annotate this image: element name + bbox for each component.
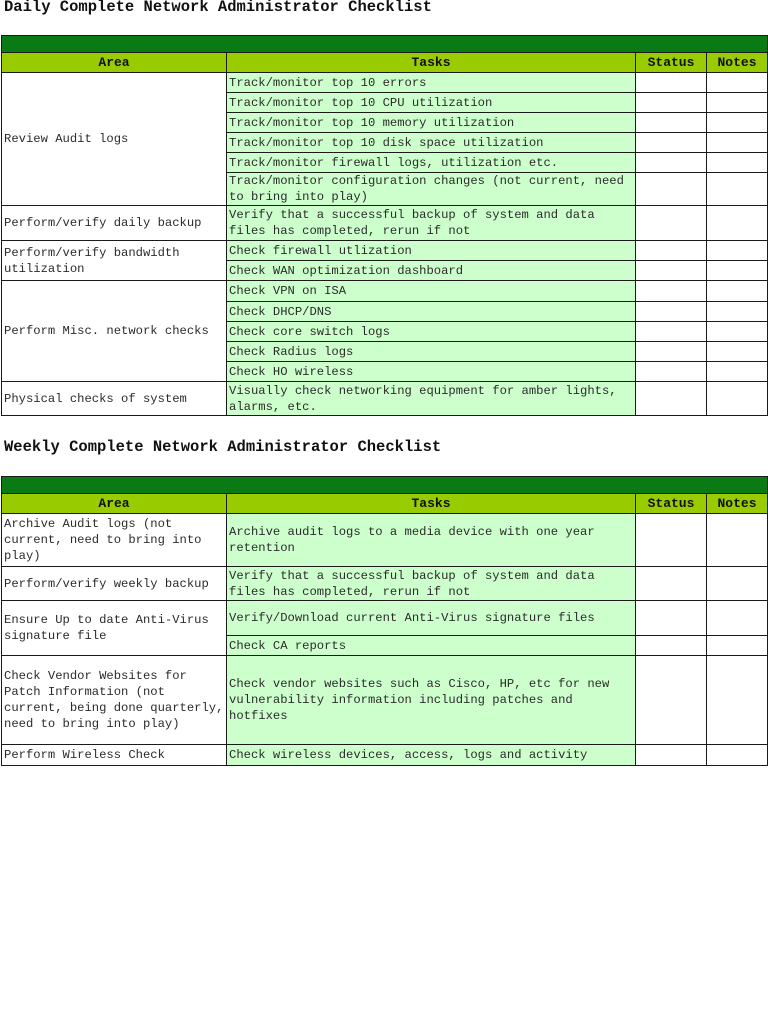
area-cell: Review Audit logs bbox=[2, 73, 227, 206]
area-cell: Perform Misc. network checks bbox=[2, 281, 227, 382]
task-cell: Check wireless devices, access, logs and activity bbox=[227, 745, 636, 766]
task-cell: Track/monitor top 10 errors bbox=[227, 73, 636, 93]
area-cell: Archive Audit logs (not current, need to bring into play) bbox=[2, 514, 227, 567]
status-cell[interactable] bbox=[636, 281, 707, 302]
table-row bbox=[2, 745, 768, 766]
table-row bbox=[2, 382, 768, 416]
daily-checklist-table bbox=[1, 35, 768, 416]
weekly-checklist-table bbox=[1, 476, 768, 766]
task-cell: Check WAN optimization dashboard bbox=[227, 261, 636, 281]
notes-cell[interactable] bbox=[707, 745, 768, 766]
notes-cell[interactable] bbox=[707, 567, 768, 601]
status-cell[interactable] bbox=[636, 382, 707, 416]
task-cell: Track/monitor top 10 CPU utilization bbox=[227, 93, 636, 113]
status-cell[interactable] bbox=[636, 514, 707, 567]
area-cell: Ensure Up to date Anti-Virus signature file bbox=[2, 601, 227, 656]
task-cell: Track/monitor configuration changes (not current, need to bring into play) bbox=[227, 173, 636, 206]
notes-cell[interactable] bbox=[707, 514, 768, 567]
table-row bbox=[2, 567, 768, 601]
daily-checklist-title: Daily Complete Network Administrator Checklist bbox=[4, 0, 432, 16]
status-column-header: Status bbox=[636, 494, 707, 514]
notes-cell[interactable] bbox=[707, 113, 768, 133]
status-cell[interactable] bbox=[636, 362, 707, 382]
task-cell: Track/monitor top 10 memory utilization bbox=[227, 113, 636, 133]
notes-cell[interactable] bbox=[707, 342, 768, 362]
tasks-column-header: Tasks bbox=[227, 494, 636, 514]
area-cell: Physical checks of system bbox=[2, 382, 227, 416]
notes-cell[interactable] bbox=[707, 133, 768, 153]
status-cell[interactable] bbox=[636, 206, 707, 241]
task-cell: Check CA reports bbox=[227, 636, 636, 656]
notes-cell[interactable] bbox=[707, 322, 768, 342]
status-column-header: Status bbox=[636, 53, 707, 73]
task-cell: Track/monitor top 10 disk space utilization bbox=[227, 133, 636, 153]
column-header-row bbox=[2, 494, 768, 514]
status-cell[interactable] bbox=[636, 153, 707, 173]
notes-cell[interactable] bbox=[707, 73, 768, 93]
status-cell[interactable] bbox=[636, 73, 707, 93]
column-header-row bbox=[2, 53, 768, 73]
area-cell: Perform/verify weekly backup bbox=[2, 567, 227, 601]
weekly-checklist-title: Weekly Complete Network Administrator Checklist bbox=[4, 438, 442, 456]
task-cell: Verify that a successful backup of system and data files has completed, rerun if not bbox=[227, 206, 636, 241]
table-row bbox=[2, 601, 768, 636]
task-cell: Check HO wireless bbox=[227, 362, 636, 382]
task-cell: Check VPN on ISA bbox=[227, 281, 636, 302]
area-cell: Perform/verify bandwidth utilization bbox=[2, 241, 227, 281]
header-band bbox=[2, 36, 768, 53]
table-row bbox=[2, 656, 768, 745]
notes-cell[interactable] bbox=[707, 601, 768, 636]
notes-cell[interactable] bbox=[707, 362, 768, 382]
status-cell[interactable] bbox=[636, 322, 707, 342]
status-cell[interactable] bbox=[636, 342, 707, 362]
notes-cell[interactable] bbox=[707, 93, 768, 113]
status-cell[interactable] bbox=[636, 133, 707, 153]
table-row bbox=[2, 281, 768, 302]
notes-cell[interactable] bbox=[707, 281, 768, 302]
status-cell[interactable] bbox=[636, 113, 707, 133]
area-column-header: Area bbox=[2, 53, 227, 73]
area-cell: Check Vendor Websites for Patch Information (not current, being done quarterly, need to bring into play) bbox=[2, 656, 227, 745]
status-cell[interactable] bbox=[636, 261, 707, 281]
status-cell[interactable] bbox=[636, 173, 707, 206]
tasks-column-header: Tasks bbox=[227, 53, 636, 73]
status-cell[interactable] bbox=[636, 745, 707, 766]
table-row bbox=[2, 514, 768, 567]
notes-column-header: Notes bbox=[707, 494, 768, 514]
notes-cell[interactable] bbox=[707, 153, 768, 173]
task-cell: Check DHCP/DNS bbox=[227, 302, 636, 322]
task-cell: Check Radius logs bbox=[227, 342, 636, 362]
notes-cell[interactable] bbox=[707, 382, 768, 416]
status-cell[interactable] bbox=[636, 241, 707, 261]
area-cell: Perform/verify daily backup bbox=[2, 206, 227, 241]
status-cell[interactable] bbox=[636, 656, 707, 745]
notes-cell[interactable] bbox=[707, 261, 768, 281]
task-cell: Verify that a successful backup of system and data files has completed, rerun if not bbox=[227, 567, 636, 601]
notes-cell[interactable] bbox=[707, 206, 768, 241]
status-cell[interactable] bbox=[636, 567, 707, 601]
header-band bbox=[2, 477, 768, 494]
area-cell: Perform Wireless Check bbox=[2, 745, 227, 766]
notes-cell[interactable] bbox=[707, 173, 768, 206]
status-cell[interactable] bbox=[636, 601, 707, 636]
area-column-header: Area bbox=[2, 494, 227, 514]
task-cell: Track/monitor firewall logs, utilization etc. bbox=[227, 153, 636, 173]
status-cell[interactable] bbox=[636, 93, 707, 113]
table-row bbox=[2, 241, 768, 261]
table-row bbox=[2, 73, 768, 93]
table-row bbox=[2, 206, 768, 241]
status-cell[interactable] bbox=[636, 636, 707, 656]
notes-cell[interactable] bbox=[707, 656, 768, 745]
task-cell: Visually check networking equipment for amber lights, alarms, etc. bbox=[227, 382, 636, 416]
status-cell[interactable] bbox=[636, 302, 707, 322]
notes-cell[interactable] bbox=[707, 636, 768, 656]
notes-cell[interactable] bbox=[707, 302, 768, 322]
task-cell: Archive audit logs to a media device with one year retention bbox=[227, 514, 636, 567]
notes-cell[interactable] bbox=[707, 241, 768, 261]
task-cell: Check core switch logs bbox=[227, 322, 636, 342]
task-cell: Check vendor websites such as Cisco, HP, etc for new vulnerability information including patches and hotfixes bbox=[227, 656, 636, 745]
notes-column-header: Notes bbox=[707, 53, 768, 73]
task-cell: Check firewall utlization bbox=[227, 241, 636, 261]
task-cell: Verify/Download current Anti-Virus signature files bbox=[227, 601, 636, 636]
